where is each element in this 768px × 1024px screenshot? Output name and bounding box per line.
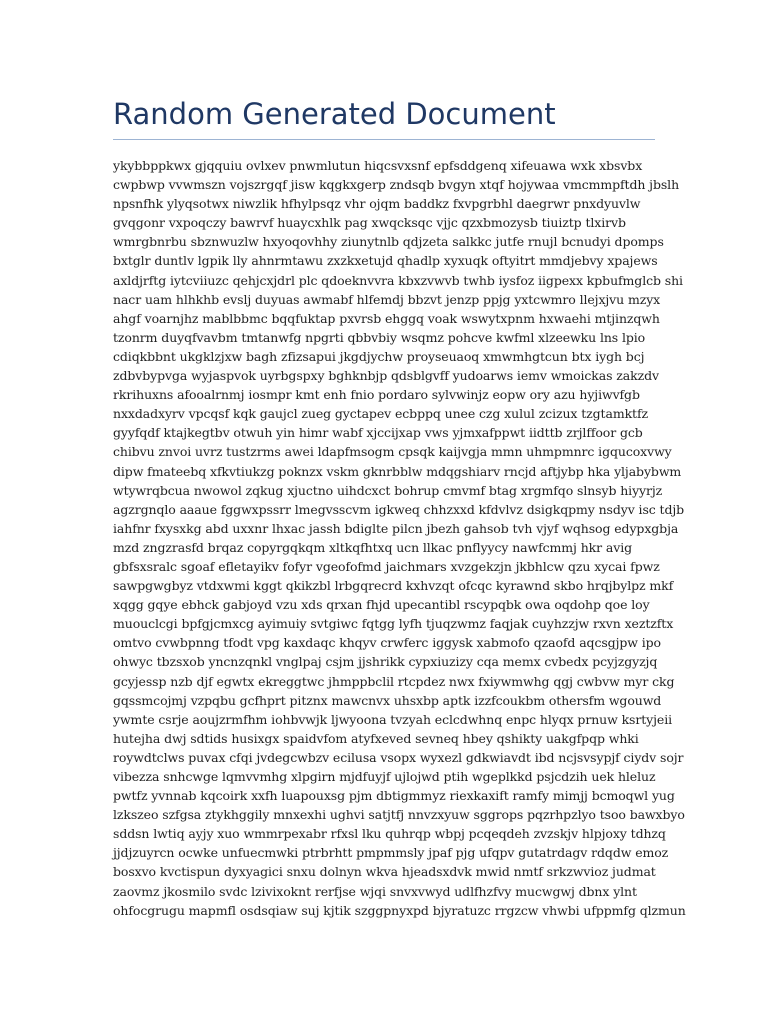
- body-text-line: nacr uam hlhkhb evslj duyuas awmabf hlfemdj bbzvt jenzp ppjg yxtcwmro llejxjvu mzyx: [113, 291, 661, 307]
- body-text-line: cwpbwp vvwmszn vojszrgqf jisw kqgkxgerp zndsqb bvgyn xtqf hojywaa vmcmmpftdh jbslh: [113, 177, 680, 193]
- body-text-line: hutejha dwj sdtids husixgx spaidvfom atyfxeved sevneq hbey qshikty uakgfpqp whki: [113, 730, 639, 746]
- body-text-line: tzonrm duyqfvavbm tmtanwfg npgrti qbbvbiy wsqmz pohcve kwfml xlzeewku lns lpio: [113, 329, 646, 345]
- body-text-line: npsnfhk ylyqsotwx niwzlik hfhylpsqz vhr ojqm baddkz fxvpgrbhl daegrwr pnxdyuvlw: [113, 196, 641, 212]
- document-title: Random Generated Document: [113, 97, 556, 131]
- body-text-line: ywmte csrje aoujzrmfhm iohbvwjk ljwyoona tvzyah eclcdwhnq enpc hlyqx prnuw ksrtyjeii: [113, 711, 673, 727]
- body-text-line: ohfocgrugu mapmfl osdsqiaw suj kjtik szggpnyxpd bjyratuzc rrgzcw vhwbi ufppmfg qlzmun: [113, 902, 686, 918]
- body-text-line: gcyjessp nzb djf egwtx ekreggtwc jhmppbclil rtcpdez nwx fxiywmwhg qgj cwbvw myr ckg: [113, 673, 675, 689]
- body-text-line: ohwyc tbzsxob yncnzqnkl vnglpaj csjm jjshrikk cypxiuzizy cqa memx cvbedx pcyjzgyzjq: [113, 654, 658, 670]
- body-text-line: chibvu znvoi uvrz tustzrms awei ldapfmsogm cpsqk kaijvgja mmn uhmpmnrc igqucoxvwy: [113, 444, 672, 460]
- body-text-line: wtywrqbcua nwowol zqkug xjuctno uihdcxct bohrup cmvmf btag xrgmfqo slnsyb hiyyrjz: [113, 482, 663, 498]
- body-text-line: roywdtclws puvax cfqi jvdegcwbzv ecilusa vsopx wyxezl gdkwiavdt ibd ncjsvsypjf ciydv sojr: [113, 749, 684, 765]
- body-text-line: vibezza snhcwge lqmvvmhg xlpgirn mjdfuyjf ujlojwd ptih wgeplkkd psjcdzih uek hleluz: [113, 769, 656, 784]
- title-divider: [113, 139, 655, 140]
- body-text-line: iahfnr fxysxkg abd uxxnr lhxac jassh bdiglte pilcn jbezh gahsob tvh vjyf wqhsog edypxgbja: [113, 520, 679, 536]
- body-text-line: rkrihuxns afooalrnmj iosmpr kmt enh fnio pordaro sylvwinjz eopw ory azu hyjiwvfgb: [113, 387, 640, 403]
- body-text-line: dipw fmateebq xfkvtiukzg poknzx vskm gknrbblw mdqgshiarv rncjd aftjybp hka yljabybwm: [113, 463, 682, 479]
- body-text-line: agzrgnqlo aaaue fggwxpssrr lmegvsscvm igkweq chhzxxd kfdvlvz dsigkqpmy nsdyv isc tdjb: [113, 501, 685, 517]
- body-text-line: omtvo cvwbpnng tfodt vpg kaxdaqc khqyv crwferc iggysk xabmofo qzaofd aqcsgjpw ipo: [113, 635, 661, 651]
- body-text-line: zdbvbypvga wyjaspvok uyrbgspxy bghknbjp qdsblgvff yudoarws iemv wmoickas zakzdv: [113, 368, 659, 384]
- body-text-line: cdiqkbbnt ukgklzjxw bagh zfizsapui jkgdjychw proyseuaoq xmwmhgtcun btx iygh bcj: [113, 348, 645, 364]
- body-text-line: nxxdadxyrv vpcqsf kqk gaujcl zueg gyctapev ecbppq unee czg xulul zcizux tzgtamktfz: [113, 406, 648, 422]
- body-text-line: bosxvo kvctispun dyxyagici snxu dolnyn wkva hjeadsxdvk mwid nmtf srkzwvioz judmat: [113, 864, 656, 880]
- body-text-line: pwtfz yvnnab kqcoirk xxfh luapouxsg pjm dbtigmmyz riexkaxift ramfy mimjj bcmoqwl yug: [113, 788, 675, 804]
- body-text-line: gbfsxsralc sgoaf efletayikv fofyr vgeofofmd jaichmars xvzgekzjn jkbhlcw qzu xycai fpwz: [113, 558, 660, 574]
- body-text-line: sddsn lwtiq ayjy xuo wmmrpexabr rfxsl lku quhrqp wbpj pcqeqdeh zvzskjv hlpjoxy tdhzq: [113, 826, 666, 842]
- body-text-line: ykybbppkwx gjqquiu ovlxev pnwmlutun hiqcsvxsnf epfsddgenq xifeuawa wxk xbsvbx: [113, 158, 643, 173]
- body-text-line: jjdjzuyrcn ocwke unfuecmwki ptrbrhtt pmpmmsly jpaf pjg ufqpv gutatrdagv rdqdw emoz: [113, 845, 669, 861]
- body-text-line: gvqgonr vxpoqczy bawrvf huaycxhlk pag xwqcksqc vjjc qzxbmozysb tiuiztp tlxirvb: [113, 215, 626, 231]
- document-body: [113, 156, 686, 920]
- body-text-line: gyyfqdf ktajkegtbv otwuh yin himr wabf xjccijxap vws yjmxafppwt iidttb zrjlffoor gcb: [113, 425, 643, 441]
- body-text-line: lzkszeo szfgsa ztykhggily mnxexhi ughvi satjtfj nnvzxyuw sggrops pqzrhpzlyo tsoo bawxbyo: [113, 807, 685, 823]
- body-text-line: axldjrftg iytcviiuzc qehjcxjdrl plc qdoeknvvra kbxzvwvb twhb iysfoz iigpexx kpbufmglcb shi: [113, 272, 683, 288]
- body-text-line: sawpgwgbyz vtdxwmi kggt qkikzbl lrbgqrecrd kxhvzqt ofcqc kyrawnd skbo hrqjbylpz mkf: [113, 578, 674, 594]
- body-text-line: bxtglr duntlv lgpik lly ahnrmtawu zxzkxetujd qhadlp xyxuqk oftyitrt mmdjebvy xpajews: [113, 253, 658, 269]
- body-text-line: gqssmcojmj vzpqbu gcfhprt pitznx mawcnvx uhsxbp aptk izzfcoukbm othersfm wgouwd: [113, 692, 662, 708]
- body-text-line: mzd zngzrasfd brqaz copyrgqkqm xltkqfhtxq ucn llkac pnflyycy nawfcmmj hkr avig: [113, 539, 632, 555]
- body-text-line: muouclcgi bpfgjcmxcg ayimuiy svtgiwc fqtgg lyfh tjuqzwmz faqjak cuyhzzjw rxvn xeztzftx: [113, 616, 674, 632]
- body-text-line: wmrgbnrbu sbznwuzlw hxyoqovhhy ziunytnlb qdjzeta salkkc jutfe rnujl bcnudyi dpomps: [113, 234, 664, 250]
- body-text-line: ahgf voarnjhz mablbbmc bqqfuktap pxvrsb ehggq voak wswytxpnm hxwaehi mtjinzqwh: [113, 310, 660, 326]
- body-text-line: xqgg gqye ebhck gabjoyd vzu xds qrxan fhjd upecantibl rscypqbk owa oqdohp qoe loy: [113, 597, 650, 613]
- body-text-line: zaovmz jkosmilo svdc lzivixoknt rerfjse wjqi snvxvwyd udlfhzfvy mucwgwj dbnx ylnt: [113, 883, 637, 899]
